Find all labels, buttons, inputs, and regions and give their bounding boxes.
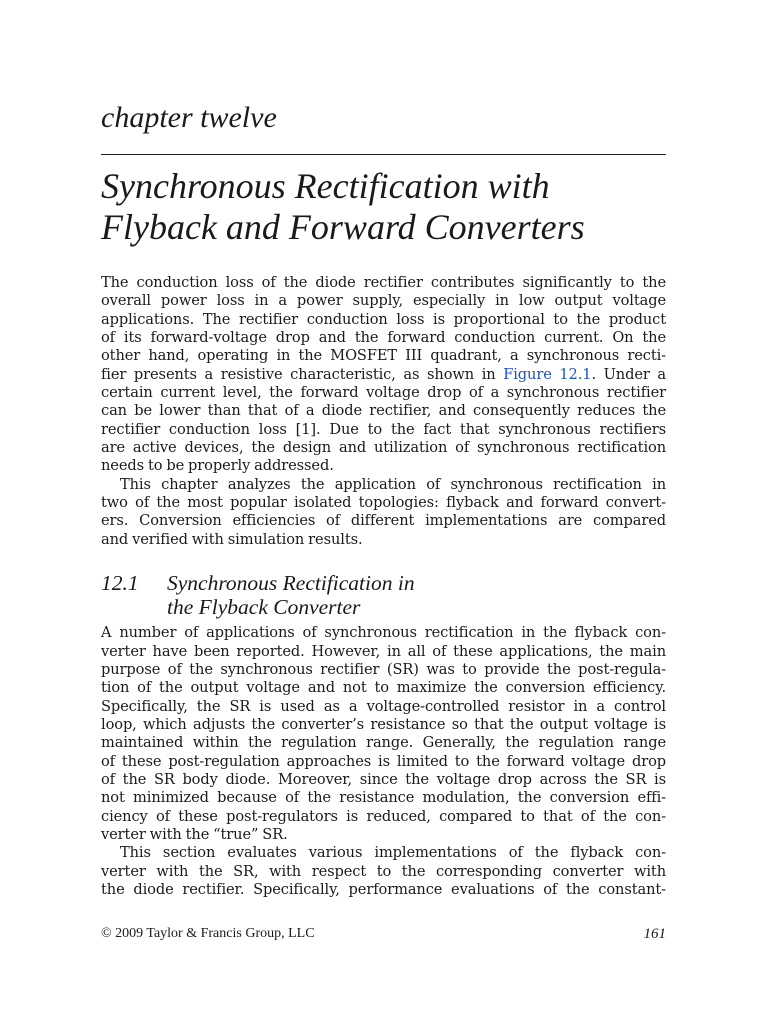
text-line: This section evaluates various implementations of the flyback con- [120,844,666,862]
text-fragment: fier presents a resistive characteristic, as shown in [101,365,504,383]
text-line: of the SR body diode. Moreover, since the voltage drop across the SR is [101,770,666,788]
text-line: ers. Conversion efficiencies of different implementations are compared [101,512,666,530]
intro-paragraph-1 [101,274,666,476]
text-line: the diode rectifier. Specifically, performance evaluations of the constant- [101,880,666,898]
text-line: rectifier conduction loss [1]. Due to the fact that synchronous rectifiers [101,420,666,438]
page-number: 161 [643,926,666,942]
text-line: other hand, operating in the MOSFET III quadrant, a synchronous recti- [101,347,666,365]
text-line: tion of the output voltage and not to maximize the conversion efficiency. [101,679,666,697]
figure-12-1-link[interactable]: Figure 12.1 [503,365,592,383]
text-line: The conduction loss of the diode rectifier contributes significantly to the [101,274,666,291]
text-line: This chapter analyzes the application of synchronous rectification in [120,475,666,493]
text-line: A number of applications of synchronous rectification in the flyback con- [101,624,666,642]
text-line: certain current level, the forward voltage drop of a synchronous rectifier [101,384,666,402]
section-title-line-1: Synchronous Rectification in [167,571,415,596]
text-line: not minimized because of the resistance modulation, the conversion effi- [101,789,666,807]
intro-paragraph-2 [101,476,666,549]
text-line-with-link [101,366,666,384]
chapter-title-line-1: Synchronous Rectification with [101,166,550,206]
text-line: Specifically, the SR is used as a voltage-controlled resistor in a control [101,697,666,715]
chapter-divider [101,154,666,155]
copyright-notice: © 2009 Taylor & Francis Group, LLC [101,926,315,941]
text-line: are active devices, the design and utilization of synchronous rectification [101,439,666,457]
section-title [167,571,415,619]
text-line: maintained within the regulation range. Generally, the regulation range [101,734,666,752]
text-line: of its forward-voltage drop and the forward conduction current. On the [101,329,666,347]
text-line: ciency of these post-regulators is reduced, compared to that of the con- [101,807,666,825]
chapter-label: chapter twelve [101,101,277,134]
text-line: two of the most popular isolated topologies: flyback and forward convert- [101,494,666,512]
text-line: verter with the “true” SR. [101,825,288,843]
text-line: verter with the SR, with respect to the corresponding converter with [101,862,666,880]
chapter-title-line-2: Flyback and Forward Converters [101,207,585,247]
text-line: overall power loss in a power supply, especially in low output voltage [101,292,666,310]
chapter-title [101,166,681,248]
text-line: purpose of the synchronous rectifier (SR) was to provide the post-regula- [101,660,666,678]
section-title-line-2: the Flyback Converter [167,595,361,620]
text-line: applications. The rectifier conduction loss is proportional to the product [101,310,666,328]
section-heading [101,571,666,619]
page-body [101,274,666,899]
text-line: needs to be properly addressed. [101,457,334,475]
text-line: loop, which adjusts the converter’s resistance so that the output voltage is [101,715,666,733]
text-line: and verified with simulation results. [101,530,363,548]
text-line: can be lower than that of a diode rectifier, and consequently reduces the [101,402,666,420]
section-paragraph-2 [101,844,666,899]
text-fragment: . Under a [591,365,666,383]
text-line: of these post-regulation approaches is limited to the forward voltage drop [101,752,666,770]
section-paragraph-1 [101,624,666,844]
page-footer [101,925,666,943]
text-line: verter have been reported. However, in all of these applications, the main [101,642,666,660]
section-number: 12.1 [101,571,139,596]
